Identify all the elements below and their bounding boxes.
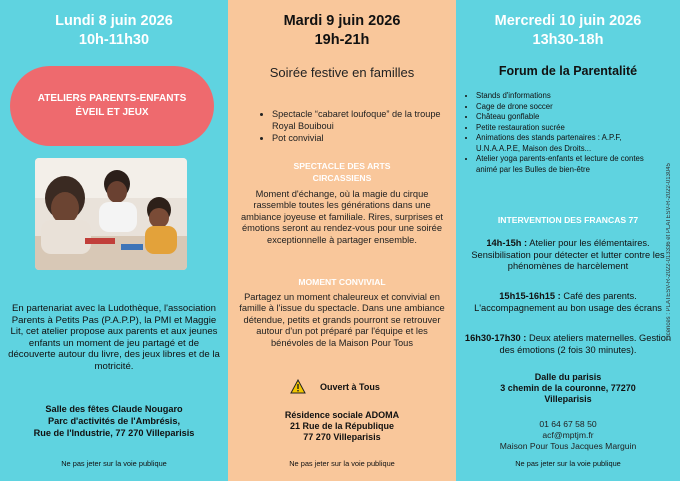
monday-header — [0, 12, 228, 50]
session-2 — [460, 291, 676, 314]
moment-heading: MOMENT CONVIVIAL — [298, 277, 386, 287]
wednesday-address-line-2: 3 chemin de la couronne, 77270 — [500, 383, 636, 393]
wednesday-date: Mercredi 10 juin 2026 — [494, 13, 642, 29]
family-photo — [35, 158, 187, 270]
column-wednesday — [456, 0, 680, 481]
forum-list — [462, 91, 656, 175]
monday-time: 10h-11h30 — [78, 32, 150, 48]
licence-text: Licences : PLATESV-R-2022-013336 et PLATESV-R-2022-013045 — [666, 163, 672, 340]
contact-email: acf@mptjm.fr — [542, 429, 594, 440]
session-2-time: 15h15-16h15 : — [499, 291, 561, 301]
monday-description: En partenariat avec la Ludothèque, l'association Parents à Petits Pas (P.A.P.P), la PMI et Maggie Lit, cet atelier propose aux parents et aux jeunes enfants un moment de jeu partagé et de découverte autour du livre, des jeux libres et de la motricité. — [8, 303, 220, 372]
tuesday-time: 19h-21h — [314, 32, 370, 48]
francas-heading: INTERVENTION DES FRANCAS 77 — [497, 215, 639, 225]
session-1-time: 14h-15h : — [486, 238, 528, 248]
monday-footer: Ne pas jeter sur la voie publique — [61, 459, 167, 468]
tuesday-list — [258, 108, 448, 144]
wednesday-address-line-1: Dalle du parisis — [534, 372, 602, 382]
tuesday-header — [228, 12, 456, 50]
monday-address-line-3: Rue de l'Industrie, 77 270 Villeparisis — [33, 428, 195, 438]
wednesday-address-line-3: Villeparisis — [544, 394, 592, 404]
tuesday-footer: Ne pas jeter sur la voie publique — [289, 459, 395, 468]
column-tuesday — [228, 0, 456, 481]
list-item: • Spectacle “cabaret loufoque” de la troupe Royal Bouiboui — [272, 108, 448, 132]
list-item: • Château gonflable — [476, 112, 656, 123]
ateliers-pill — [10, 66, 214, 146]
forum-title: Forum de la Parentalité — [498, 64, 638, 78]
moment-description: Partagez un moment chaleureux et convivial en famille à l'issue du spectacle. Dans une ambiance détendue, petits et grands pourront se retrouver autour d'un pot préparé par l'équipe et les bénévoles de la Maison Pour Tous — [239, 292, 445, 348]
list-item: • Petite restauration sucrée — [476, 123, 656, 134]
list-item: • Atelier yoga parents-enfants et lecture de contes animé par les Bulles de bien-être — [476, 154, 656, 175]
open-to-all — [290, 379, 380, 394]
contact-info — [462, 419, 674, 451]
monday-address-line-1: Salle des fêtes Claude Nougaro — [45, 404, 183, 414]
pill-line-2: ÉVEIL ET JEUX — [75, 107, 149, 118]
session-2-text: Café des parents. L'accompagnement au bon usage des écrans — [474, 291, 662, 313]
wednesday-time: 13h30-18h — [532, 32, 604, 48]
family-illustration — [35, 158, 187, 270]
spectacle-heading-line-1: SPECTACLE DES ARTS — [293, 161, 391, 171]
tuesday-date: Mardi 9 juin 2026 — [283, 13, 401, 29]
wednesday-header — [456, 12, 680, 50]
monday-address — [8, 403, 220, 439]
session-3-text: Deux ateliers maternelles. Gestion des émotions (2 fois 30 minutes). — [499, 333, 672, 355]
list-item: • Stands d'informations — [476, 91, 656, 102]
wednesday-address — [462, 372, 674, 405]
list-item: • Pot convivial — [272, 132, 448, 144]
session-3-time: 16h30-17h30 : — [464, 333, 527, 343]
open-to-all-label: Ouvert à Tous — [320, 381, 380, 392]
monday-address-line-2: Parc d'activités de l'Ambrésis, — [47, 416, 181, 426]
monday-date: Lundi 8 juin 2026 — [55, 13, 173, 29]
session-3 — [460, 333, 676, 356]
tuesday-subtitle: Soirée festive en familles — [269, 65, 415, 80]
tuesday-address-line-1: Résidence sociale ADOMA — [284, 410, 400, 420]
tuesday-address-line-3: 77 270 Villeparisis — [303, 432, 381, 442]
contact-organization: Maison Pour Tous Jacques Marguin — [499, 440, 637, 451]
spectacle-description: Moment d'échange, où la magie du cirque rassemble toutes les générations dans une ambiance joyeuse et familiale. Rires, surprises et émotions seront au rendez-vous pour une soirée exceptionnelle à partager ensemble. — [240, 189, 444, 245]
wednesday-footer: Ne pas jeter sur la voie publique — [515, 459, 621, 468]
list-item: • Animations des stands partenaires : A.P.F, U.N.A.A.P.E, Maison des Droits... — [476, 133, 656, 154]
session-1-text: Atelier pour les élémentaires. Sensibilisation pour détecter et lutter contre les phénomènes de harcèlement — [471, 238, 665, 271]
list-item: • Cage de drone soccer — [476, 102, 656, 113]
session-1 — [460, 238, 676, 273]
spectacle-heading-line-2: CIRCASSIENS — [312, 173, 372, 183]
tuesday-address — [236, 410, 448, 443]
warning-icon — [290, 379, 306, 394]
contact-phone: 01 64 67 58 50 — [539, 419, 597, 429]
column-monday — [0, 0, 228, 481]
pill-line-1: ATELIERS PARENTS-ENFANTS — [37, 93, 187, 104]
tuesday-address-line-2: 21 Rue de la République — [289, 421, 395, 431]
spectacle-heading — [236, 160, 448, 184]
